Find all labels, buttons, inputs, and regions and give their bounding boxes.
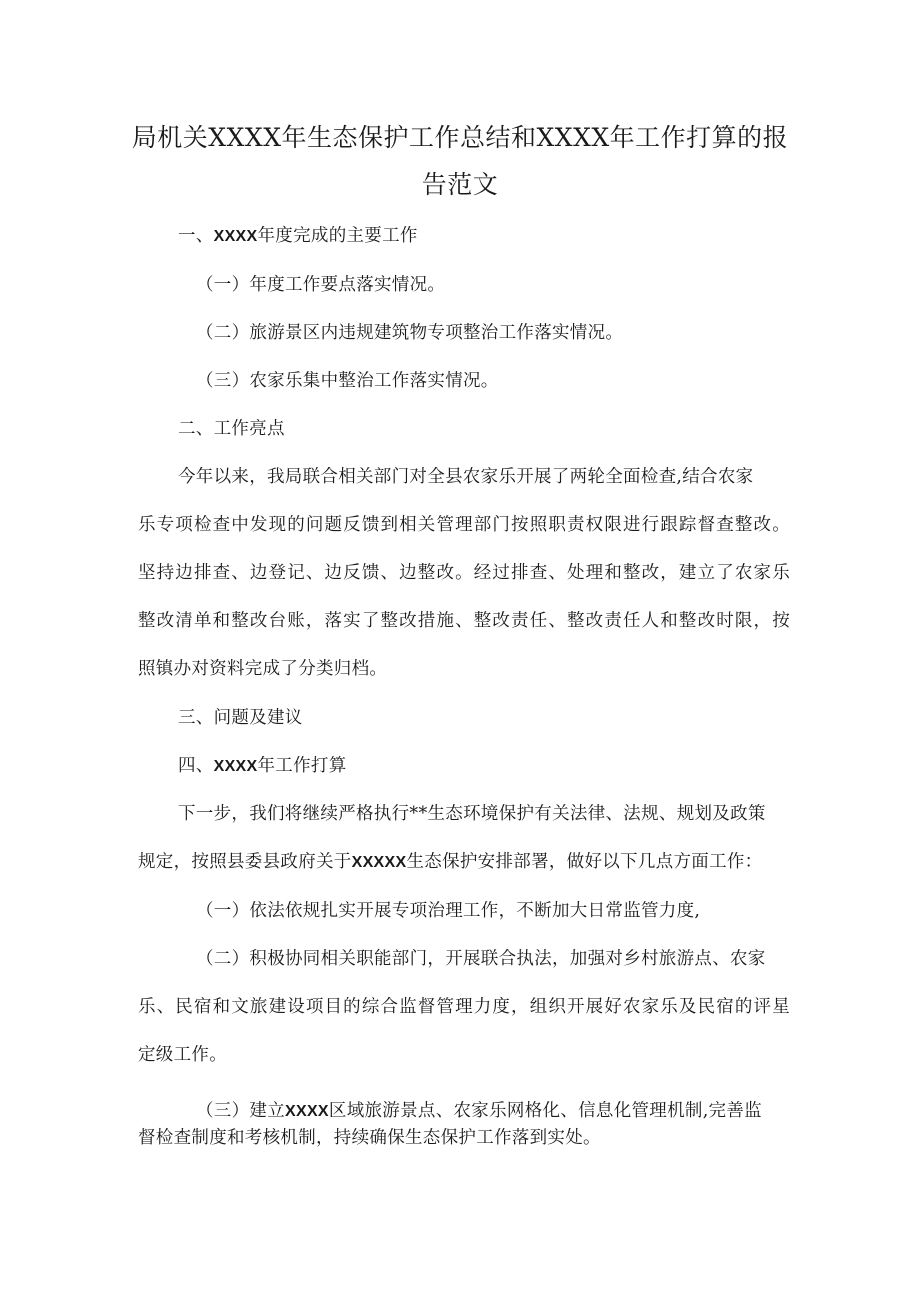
section-4-item-3-line: （三）建立XXXX区域旅游景点、农家乐网格化、信息化管理机制,完善监 bbox=[196, 1101, 762, 1121]
section-2-paragraph-line: 照镇办对资料完成了分类归档。 bbox=[138, 659, 388, 679]
section-heading-1: 一、XXXX年度完成的主要工作 bbox=[178, 226, 418, 246]
section-heading-2: 二、工作亮点 bbox=[178, 419, 285, 439]
section-4-paragraph-line: 下一步，我们将继续严格执行**生态环境保护有关法律、法规、规划及政策 bbox=[178, 804, 766, 824]
section-4-paragraph-line: 规定，按照县委县政府关于XXXXX生态保护安排部署，做好以下几点方面工作： bbox=[138, 852, 763, 872]
section-heading-4: 四、XXXX年工作打算 bbox=[178, 756, 347, 776]
section-4-item-2-line: 定级工作。 bbox=[138, 1045, 227, 1065]
section-1-item-2: （二）旅游景区内违规建筑物专项整治工作落实情况。 bbox=[196, 323, 624, 343]
section-1-item-3: （三）农家乐集中整治工作落实情况。 bbox=[196, 371, 499, 391]
section-2-paragraph-line: 今年以来，我局联合相关部门对全县农家乐开展了两轮全面检查,结合农家 bbox=[178, 467, 754, 487]
section-1-item-1: （一）年度工作要点落实情况。 bbox=[196, 275, 446, 295]
section-2-paragraph-line: 乐专项检查中发现的问题反馈到相关管理部门按照职责权限进行跟踪督查整改。 bbox=[138, 515, 790, 535]
section-4-item-1: （一）依法依规扎实开展专项治理工作，不断加大日常监管力度, bbox=[196, 901, 701, 921]
section-2-paragraph-line: 整改清单和整改台账，落实了整改措施、整改责任、整改责任人和整改时限，按 bbox=[138, 611, 790, 631]
section-2-paragraph-line: 坚持边排查、边登记、边反馈、边整改。经过排查、处理和整改，建立了农家乐 bbox=[138, 563, 790, 583]
section-4-item-3-line: 督检查制度和考核机制，持续确保生态保护工作落到实处。 bbox=[138, 1128, 601, 1148]
section-4-item-2-line: 乐、民宿和文旅建设项目的综合监督管理力度，组织开展好农家乐及民宿的评星 bbox=[138, 997, 790, 1017]
document-title-line-1: 局机关XXXX年生态保护工作总结和XXXX年工作打算的报 bbox=[131, 123, 789, 152]
section-heading-3: 三、问题及建议 bbox=[178, 708, 303, 728]
section-4-item-2-line: （二）积极协同相关职能部门，开展联合执法，加强对乡村旅游点、农家 bbox=[196, 949, 766, 969]
document-title-line-2: 告范文 bbox=[421, 170, 499, 199]
